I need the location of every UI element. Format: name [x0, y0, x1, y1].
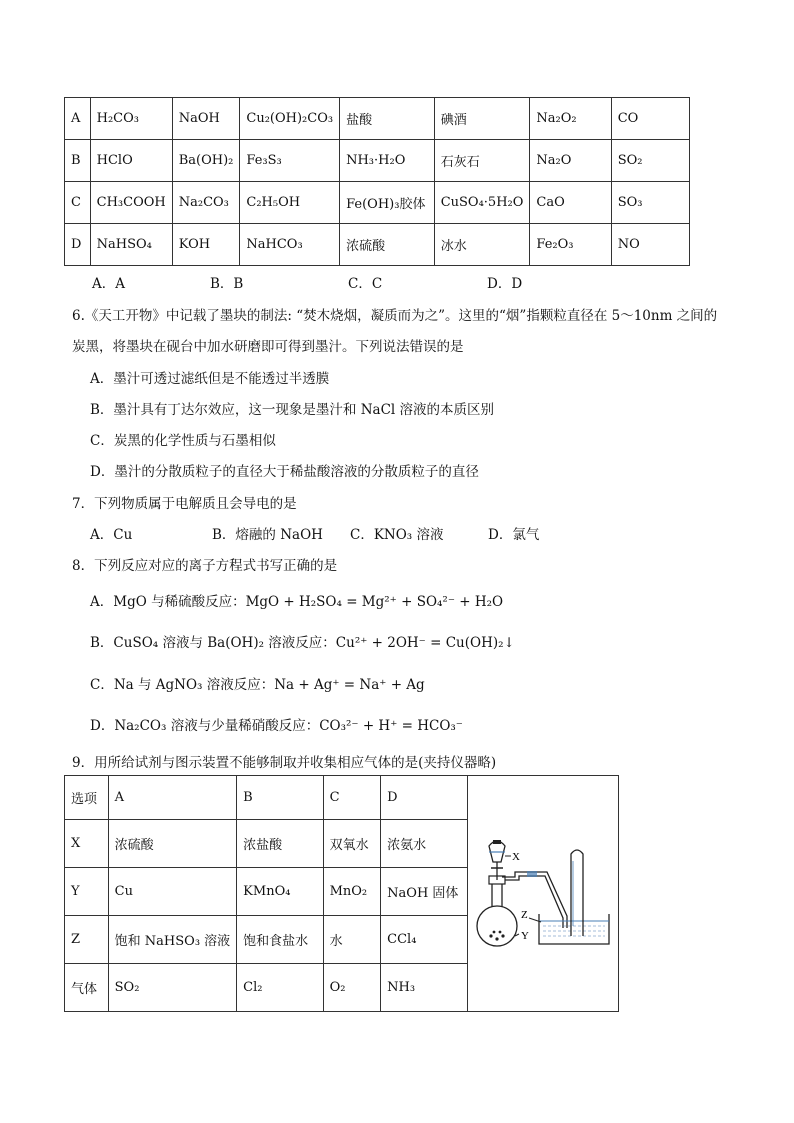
table-cell: CaO: [530, 182, 611, 224]
q7-option-b[interactable]: B．熔融的 NaOH: [212, 527, 323, 543]
q6-option-a[interactable]: A．墨汁可透过滤纸但是不能透过半透膜: [90, 371, 330, 387]
table-row: [65, 964, 468, 1012]
row-label: 气体: [65, 964, 109, 1012]
table-cell: CCl₄: [381, 916, 468, 964]
table-cell: HClO: [90, 140, 172, 182]
header-cell: B: [237, 776, 323, 820]
table-cell: KMnO₄: [237, 868, 323, 916]
row-label: D: [65, 224, 91, 266]
table-row: [65, 868, 468, 916]
table-cell: 饱和食盐水: [237, 916, 323, 964]
table-cell: Fe₂O₃: [530, 224, 611, 266]
gas-collection-apparatus-diagram: [467, 776, 618, 1011]
row-label: B: [65, 140, 91, 182]
header-cell: D: [381, 776, 468, 820]
choice-d[interactable]: D．D: [487, 276, 523, 292]
choice-b[interactable]: B．B: [210, 276, 244, 292]
choice-a[interactable]: A．A: [92, 276, 125, 292]
table-cell: 浓硫酸: [340, 224, 435, 266]
row-label: Z: [65, 916, 109, 964]
table-cell: Ba(OH)₂: [172, 140, 240, 182]
table-cell: 水: [323, 916, 381, 964]
table-row: [65, 820, 468, 868]
table-cell: Na₂O: [530, 140, 611, 182]
q8-stem: 8．下列反应对应的离子方程式书写正确的是: [72, 558, 338, 574]
water-trough: [539, 914, 609, 944]
table-cell: NaHSO₄: [90, 224, 172, 266]
table-cell: KOH: [172, 224, 240, 266]
table-cell: 浓盐酸: [237, 820, 323, 868]
table-row: [65, 98, 690, 140]
q8-option-d[interactable]: D．Na₂CO₃ 溶液与少量稀硝酸反应：CO₃²⁻ + H⁺ = HCO₃⁻: [90, 718, 463, 734]
table-cell: NaOH 固体: [381, 868, 468, 916]
table-cell: O₂: [323, 964, 381, 1012]
q9-stem: 9．用所给试剂与图示装置不能够制取并收集相应气体的是(夹持仪器略): [72, 755, 497, 771]
table-cell: 石灰石: [434, 140, 530, 182]
classification-table: [64, 97, 690, 266]
table-cell: 饱和 NaHSO₃ 溶液: [108, 916, 237, 964]
q7-option-d[interactable]: D．氯气: [488, 527, 540, 543]
table-cell: NH₃: [381, 964, 468, 1012]
table-cell: Fe(OH)₃胶体: [340, 182, 435, 224]
row-label: A: [65, 98, 91, 140]
table-cell: 浓氨水: [381, 820, 468, 868]
label-x: X: [512, 851, 520, 863]
table-cell: Cu: [108, 868, 237, 916]
header-cell: C: [323, 776, 381, 820]
row-label: X: [65, 820, 109, 868]
table-cell: CH₃COOH: [90, 182, 172, 224]
table-cell: NaHCO₃: [240, 224, 340, 266]
q6-option-d[interactable]: D．墨汁的分散质粒子的直径大于稀盐酸溶液的分散质粒子的直径: [90, 464, 479, 480]
apparatus-box: [467, 775, 619, 1012]
table-row: [65, 182, 690, 224]
table-cell: SO₂: [108, 964, 237, 1012]
q6-option-b[interactable]: B．墨汁具有丁达尔效应，这一现象是墨汁和 NaCl 溶液的本质区别: [90, 402, 495, 418]
q7-option-a[interactable]: A．Cu: [90, 527, 133, 543]
row-label: C: [65, 182, 91, 224]
table-cell: SO₂: [611, 140, 689, 182]
q7-option-c[interactable]: C．KNO₃ 溶液: [350, 527, 444, 543]
q8-option-b[interactable]: B．CuSO₄ 溶液与 Ba(OH)₂ 溶液反应：Cu²⁺ + 2OH⁻ = Cu(OH)₂↓: [90, 635, 515, 651]
table-cell: Fe₃S₃: [240, 140, 340, 182]
row-label: Y: [65, 868, 109, 916]
reagent-table: [64, 775, 468, 1012]
header-cell: 选项: [65, 776, 109, 820]
table-cell: Na₂O₂: [530, 98, 611, 140]
table-row: [65, 140, 690, 182]
table-cell: 碘酒: [434, 98, 530, 140]
table-cell: C₂H₅OH: [240, 182, 340, 224]
header-cell: A: [108, 776, 237, 820]
label-y: Y: [521, 930, 529, 942]
table-cell: NaOH: [172, 98, 240, 140]
table-row: [65, 776, 468, 820]
table-cell: Cl₂: [237, 964, 323, 1012]
table-cell: CO: [611, 98, 689, 140]
table-row: [65, 224, 690, 266]
q7-stem: 7．下列物质属于电解质且会导电的是: [72, 496, 297, 512]
table-cell: H₂CO₃: [90, 98, 172, 140]
choice-c[interactable]: C．C: [348, 276, 383, 292]
table-cell: 冰水: [434, 224, 530, 266]
label-z: Z: [521, 909, 528, 921]
table-cell: Cu₂(OH)₂CO₃: [240, 98, 340, 140]
table-cell: NO: [611, 224, 689, 266]
table-cell: MnO₂: [323, 868, 381, 916]
table-cell: CuSO₄·5H₂O: [434, 182, 530, 224]
table-cell: NH₃·H₂O: [340, 140, 435, 182]
q6-stem-line2: 炭黑，将墨块在砚台中加水研磨即可得到墨汁。下列说法错误的是: [72, 339, 464, 355]
q6-option-c[interactable]: C．炭黑的化学性质与石墨相似: [90, 433, 276, 449]
table-cell: 盐酸: [340, 98, 435, 140]
q8-option-c[interactable]: C．Na 与 AgNO₃ 溶液反应：Na + Ag⁺ = Na⁺ + Ag: [90, 677, 425, 693]
table-row: [65, 916, 468, 964]
table-cell: SO₃: [611, 182, 689, 224]
table-cell: 双氧水: [323, 820, 381, 868]
table-cell: 浓硫酸: [108, 820, 237, 868]
q6-stem-line1: 6.《天工开物》中记载了墨块的制法: “焚木烧烟，凝质而为之”。这里的“烟”指颗粒直径在 5～10nm 之间的: [72, 308, 718, 324]
table-cell: Na₂CO₃: [172, 182, 240, 224]
q8-option-a[interactable]: A．MgO 与稀硫酸反应：MgO + H₂SO₄ = Mg²⁺ + SO₄²⁻ + H₂O: [90, 594, 504, 610]
